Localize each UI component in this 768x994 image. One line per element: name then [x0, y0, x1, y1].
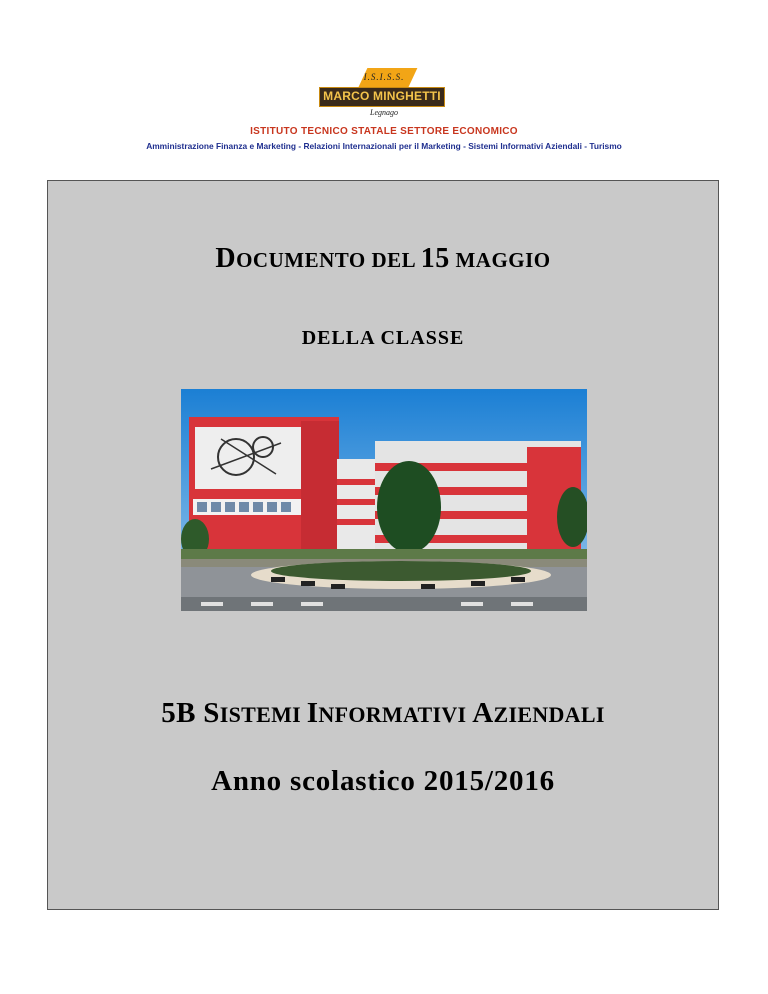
class-initial-a: A [472, 697, 494, 729]
class-label: DELLA CLASSE [301, 327, 465, 349]
class-code: 5B [161, 697, 204, 729]
institute-courses: Amministrazione Finanza e Marketing - Relazioni Internazionali per il Marketing - Sistemi Informativi Aziendali - Turismo [146, 141, 622, 151]
title-number: 15 [420, 243, 450, 274]
class-initial-s: S [203, 697, 220, 729]
class-word-2: NFORMATIVI [318, 702, 473, 727]
title-initial-d: D [215, 243, 237, 274]
logo-emblem [319, 72, 449, 117]
title-month: MAGGIO [449, 248, 551, 272]
logo-name-text: MARCO MINGHETTI [323, 89, 441, 103]
logo-city-text: Legnago [370, 108, 398, 117]
logo-top-text: I.S.I.S.S. [363, 72, 405, 82]
document-title [48, 243, 718, 275]
class-word-1: ISTEMI [219, 702, 307, 727]
school-year: Anno scolastico 2015/2016 [211, 765, 555, 797]
school-building-photo [181, 389, 587, 611]
class-initial-i: I [306, 697, 319, 729]
class-name [48, 697, 718, 730]
school-logo [0, 72, 768, 115]
class-word-3: ZIENDALI [493, 702, 605, 727]
cover-panel [47, 180, 719, 910]
title-rest-1: OCUMENTO DEL [236, 248, 421, 272]
institute-title: ISTITUTO TECNICO STATALE SETTORE ECONOMICO [250, 126, 518, 137]
